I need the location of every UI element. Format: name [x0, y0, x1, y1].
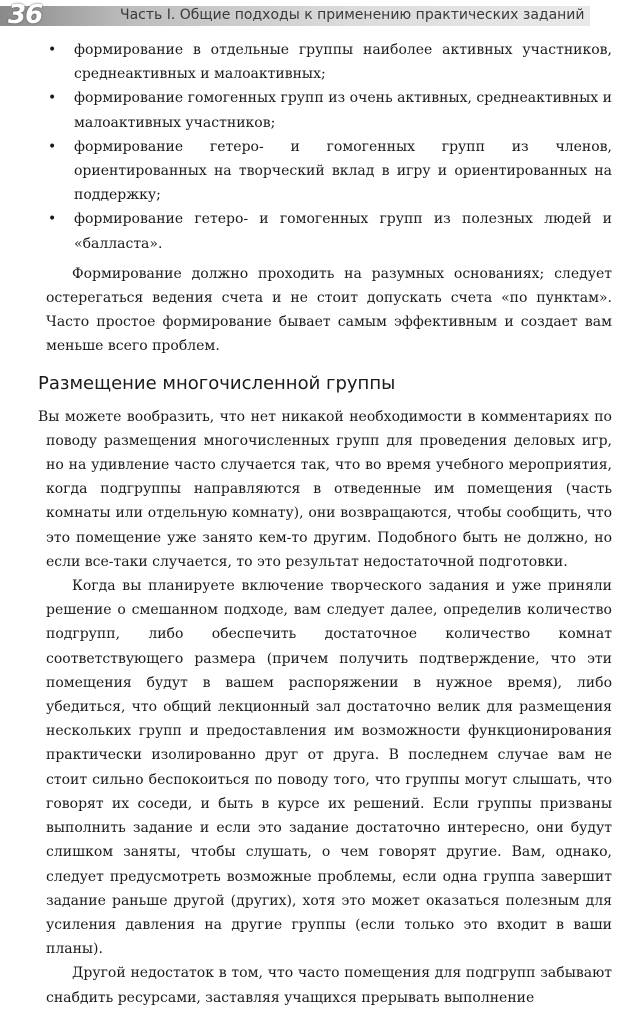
list-item-text: формирование гетеро- и гомогенных групп из членов, ориентированных на творческий вклад в игру и ориентированных на поддержку; [74, 138, 612, 204]
list-item-text: формирование гомогенных групп из очень активных, среднеактивных и малоактивных участников; [74, 90, 612, 131]
list-item [46, 86, 612, 134]
list-item [46, 38, 612, 86]
bullet-marker: • [48, 211, 57, 228]
page-number: 36 [8, 0, 43, 30]
list-item [46, 135, 612, 208]
list-item [46, 207, 612, 255]
bullet-marker: • [48, 90, 57, 107]
section-heading: Размещение многочисленной группы [38, 372, 396, 394]
bullet-marker: • [48, 138, 57, 155]
paragraph: Вы можете вообразить, что нет никакой необходимости в комментариях по поводу размещения многочисленных групп для проведения деловых игр, но на удивление часто случается так, что во время учебного мероприятия, когда подгруппы направляются в отведенные им помещения (часть комнаты или отдельную комнату), они возвращаются, чтобы сообщить, что это помещение уже занято кем-то другим. Подобного быть не должно, но если все-таки случается, то это результат недостаточной подготовки. [38, 408, 612, 570]
running-title: Часть I. Общие подходы к применению практических заданий [120, 7, 585, 23]
paragraph: Другой недостаток в том, что часто помещения для подгрупп забывают снабдить ресурсами, заставляя учащихся прерывать выполнение [46, 965, 612, 1006]
bullet-list [46, 38, 612, 256]
page-body [38, 38, 612, 1010]
paragraph: Когда вы планируете включение творческого задания и уже приняли решение о смешанном подходе, вам следует далее, определив количество подгрупп, либо обеспечить достаточное количество комнат соответствующего размера (причем получить подтверждение, что эти помещения будут в вашем распоряжении в нужное время), либо убедиться, что общий лекционный зал достаточно велик для размещения нескольких групп и предоставления им возможности функционирования практически изолированно друг от друга. В последнем случае вам не стоит сильно беспокоиться по поводу того, что группы могут слышать, что говорят их соседи, и быть в курсе их решений. Если группы призваны выполнить задание и если это задание достаточно интересно, они будут слишком заняты, чтобы слушать, о чем говорят другие. Вам, однако, следует предусмотреть возможные проблемы, если одна группа завершит задание раньше другой (других), хотя это может оказаться полезным для усиления давления на другие группы (если только это входит в ваши планы). [46, 578, 612, 958]
bullet-marker: • [48, 42, 57, 58]
paragraph: Формирование должно проходить на разумных основаниях; следует остерегаться ведения счета и не стоит допускать счета «по пунктам». Часто простое формирование бывает самым эффективным и создает вам меньше всего проблем. [46, 265, 612, 355]
list-item-text: формирование гетеро- и гомогенных групп из полезных людей и «балласта». [74, 211, 612, 252]
list-item-text: формирование в отдельные группы наиболее активных участников, среднеактивных и малоактивных; [74, 42, 612, 83]
page-header [0, 0, 620, 30]
